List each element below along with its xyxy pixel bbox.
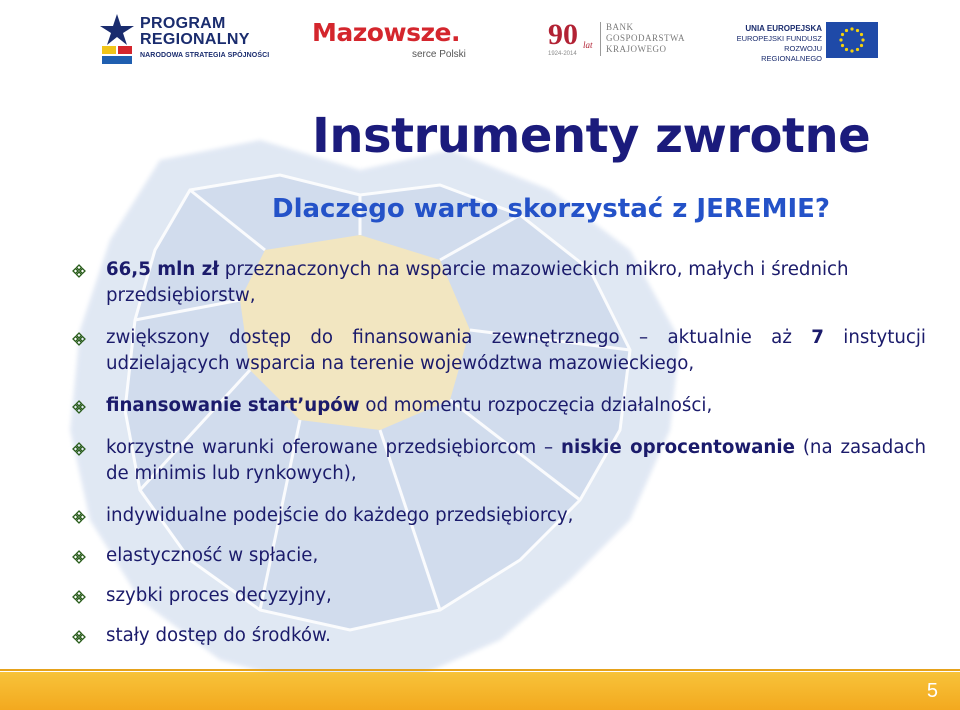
bullet-bold: finansowanie start’upów (106, 395, 360, 416)
bullet-text: (na zasadach de minimis lub rynkowych), (106, 437, 926, 484)
diamond-quad-icon (72, 630, 86, 644)
bgk-name (606, 22, 685, 55)
bgk-anniversary-lat: lat (583, 40, 593, 50)
bullet-bold: niskie oprocentowanie (561, 437, 795, 458)
benefits-list (70, 257, 926, 649)
eu-logo (734, 22, 884, 62)
eu-line1: UNIA EUROPEJSKA (745, 24, 822, 33)
page-number: 5 (926, 680, 938, 702)
program-line3: NARODOWA STRATEGIA SPÓJNOŚCI (140, 52, 270, 59)
diamond-quad-icon (72, 264, 86, 278)
eu-line3: ROZWOJU REGIONALNEGO (761, 44, 822, 63)
list-item (70, 325, 926, 377)
slide-title: Instrumenty zwrotne (312, 108, 871, 164)
bgk-name-line3: KRAJOWEGO (606, 44, 667, 54)
list-item (70, 543, 926, 569)
bgk-years: 1924-2014 (548, 51, 577, 57)
bgk-logo (548, 18, 686, 60)
mazowsze-wordmark: Mazowsze. (312, 18, 460, 47)
bullet-text-pre: korzystne warunki oferowane przedsiębiorcom – (106, 437, 562, 458)
list-item (70, 435, 926, 487)
diamond-quad-icon (72, 550, 86, 564)
bullet-text: instytucji udzielających wsparcia na terenie województwa mazowieckiego, (106, 327, 926, 374)
bullet-text-pre: zwiększony dostęp do finansowania zewnętrznego – aktualnie aż (106, 327, 812, 348)
bgk-anniversary-number: 90 (548, 18, 578, 51)
list-item (70, 257, 926, 309)
footer-divider (0, 669, 960, 671)
list-item (70, 393, 926, 419)
bullet-text: przeznaczonych na wsparcie mazowieckich mikro, małych i średnich przedsiębiorstw, (106, 259, 849, 306)
eu-flag-icon (826, 22, 878, 58)
footer-bar (0, 672, 960, 710)
slide-subtitle: Dlaczego warto skorzystać z JEREMIE? (272, 194, 831, 224)
program-regionalny-star-icon (100, 14, 134, 64)
list-item (70, 623, 926, 649)
mazowsze-tagline: serce Polski (412, 49, 466, 60)
bgk-divider (600, 22, 601, 56)
bullet-text: indywidualne podejście do każdego przedsiębiorcy, (106, 505, 574, 526)
diamond-quad-icon (72, 442, 86, 456)
bgk-name-line1: BANK (606, 22, 634, 32)
diamond-quad-icon (72, 510, 86, 524)
bullet-text: elastyczność w spłacie, (106, 545, 319, 566)
bullet-text: szybki proces decyzyjny, (106, 585, 332, 606)
bgk-name-line2: GOSPODARSTWA (606, 33, 686, 43)
logo-bar (0, 0, 960, 72)
list-item (70, 503, 926, 529)
eu-line2: EUROPEJSKI FUNDUSZ (736, 34, 822, 43)
bullet-text: od momentu rozpoczęcia działalności, (359, 395, 713, 416)
bullet-bold: 66,5 mln zł (106, 259, 220, 280)
program-regionalny-logo (100, 14, 270, 68)
diamond-quad-icon (72, 332, 86, 346)
eu-text (734, 24, 822, 64)
diamond-quad-icon (72, 400, 86, 414)
mazowsze-logo (312, 18, 482, 64)
diamond-quad-icon (72, 590, 86, 604)
list-item (70, 583, 926, 609)
program-line2: REGIONALNY (140, 31, 250, 48)
bullet-text: stały dostęp do środków. (106, 625, 331, 646)
program-line1: PROGRAM (140, 15, 226, 32)
bullet-bold: 7 (811, 327, 824, 348)
